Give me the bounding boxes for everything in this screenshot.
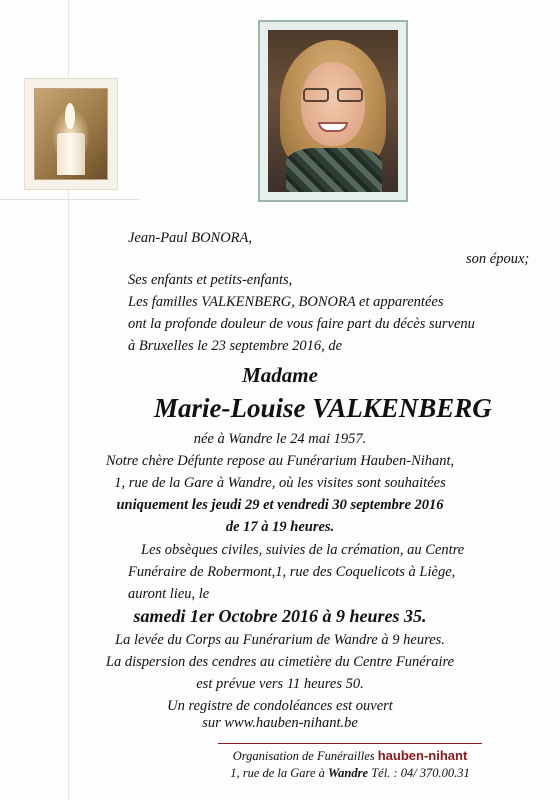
footer-address (210, 766, 490, 781)
ceremony-line-4: La levée du Corps au Funérarium de Wandre à 9 heures. (115, 632, 445, 648)
family-line-3: ont la profonde douleur de vous faire part du décès survenu (128, 316, 475, 332)
footer-org-prefix: Organisation de Funérailles (232, 749, 375, 763)
portrait-glasses (301, 88, 365, 104)
horizontal-rule (0, 199, 140, 200)
ceremony-line-6: est prévue vers 11 heures 50. (196, 676, 364, 692)
ceremony-line-1: Les obsèques civiles, suivies de la crémation, au Centre (141, 542, 465, 558)
footer-divider (218, 743, 482, 744)
candle-wax (57, 133, 85, 175)
ceremony-website: sur www.hauben-nihant.be (202, 715, 358, 731)
ceremony-date: samedi 1er Octobre 2016 à 9 heures 35. (133, 606, 427, 626)
footer-town: Wandre (328, 766, 369, 780)
deceased-title: Madame (242, 363, 318, 387)
ceremony-line-5: La dispersion des cendres au cimetière du Centre Funéraire (105, 654, 455, 670)
portrait-frame (258, 20, 408, 202)
deceased-name: Marie-Louise VALKENBERG (154, 393, 492, 423)
candle-flame-icon (65, 103, 75, 129)
portrait-photo (268, 30, 398, 192)
visitation-line-4: de 17 à 19 heures. (225, 519, 335, 535)
visitation-line-2: 1, rue de la Gare à Wandre, où les visites sont souhaitées (114, 475, 446, 491)
visitation-line-1: Notre chère Défunte repose au Funérarium Hauben-Nihant, (105, 453, 455, 469)
family-line-4: à Bruxelles le 23 septembre 2016, de (128, 338, 343, 354)
portrait-face (301, 62, 365, 146)
footer-organisation (218, 748, 482, 764)
candle-picture (34, 88, 108, 180)
footer-phone: Tél. : 04/ 370.00.31 (371, 766, 470, 780)
visitation-line-3: uniquement les jeudi 29 et vendredi 30 septembre 2016 (116, 497, 444, 513)
portrait-scarf (286, 148, 382, 192)
family-line-1: Ses enfants et petits-enfants, (128, 272, 293, 288)
footer-brand-logo: hauben-nihant (377, 748, 468, 763)
husband-name: Jean-Paul BONORA, (128, 230, 253, 246)
footer-address-prefix: 1, rue de la Gare à (230, 766, 325, 780)
candle-image (24, 78, 118, 190)
ceremony-line-7: Un registre de condoléances est ouvert (167, 698, 393, 714)
ceremony-line-2: Funéraire de Robermont,1, rue des Coquelicots à Liège, (128, 564, 456, 580)
ceremony-line-3: auront lieu, le (128, 586, 210, 602)
family-line-2: Les familles VALKENBERG, BONORA et apparentées (128, 294, 444, 310)
deceased-birth: née à Wandre le 24 mai 1957. (193, 431, 367, 447)
husband-role: son époux; (466, 251, 530, 267)
